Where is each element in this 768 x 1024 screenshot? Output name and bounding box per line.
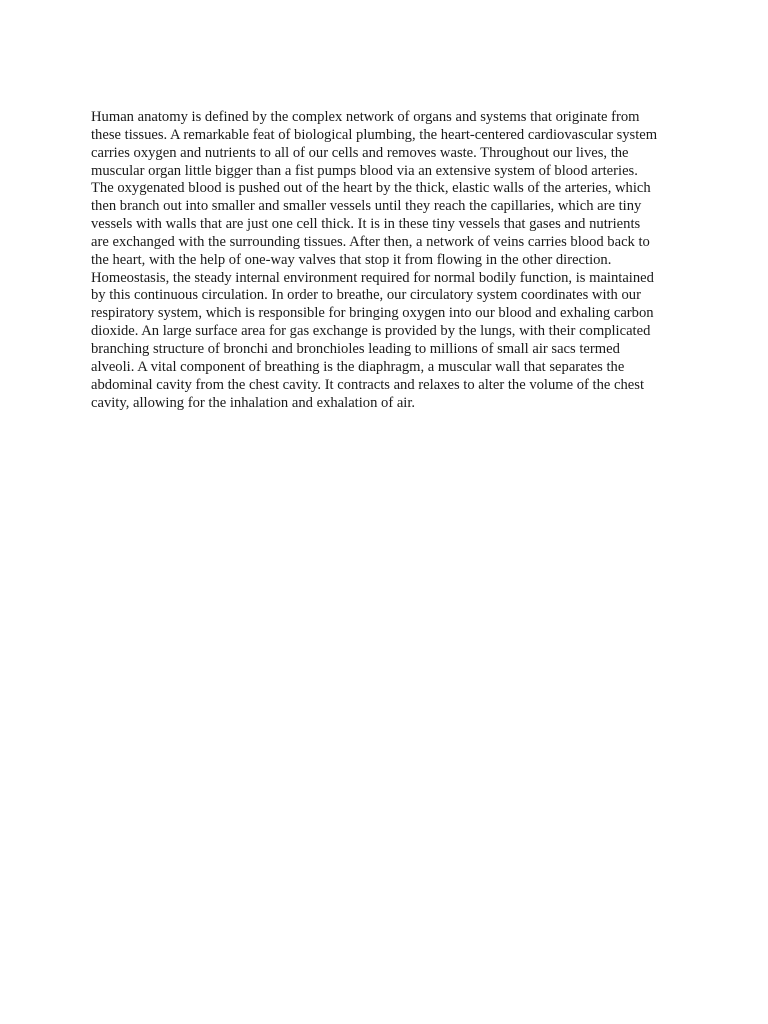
paragraph-line: muscular organ little bigger than a fist pumps blood via an extensive system of blood arteries. [91, 162, 638, 179]
paragraph-line: branching structure of bronchi and bronchioles leading to millions of small air sacs termed [91, 340, 620, 357]
paragraph-line: these tissues. A remarkable feat of biological plumbing, the heart-centered cardiovascular system [91, 126, 658, 143]
paragraph-line: Human anatomy is defined by the complex network of organs and systems that originate from [91, 109, 640, 125]
paragraph-line: by this continuous circulation. In order to breathe, our circulatory system coordinates with our [91, 287, 641, 304]
paragraph-line: dioxide. An large surface area for gas exchange is provided by the lungs, with their complicated [91, 323, 651, 340]
paragraph-line: cavity, allowing for the inhalation and exhalation of air. [91, 394, 416, 411]
paragraph-line: then branch out into smaller and smaller vessels until they reach the capillaries, which are tiny [91, 198, 642, 215]
paragraph-line: The oxygenated blood is pushed out of the heart by the thick, elastic walls of the arteries, which [91, 180, 651, 197]
paragraph-line: alveoli. A vital component of breathing is the diaphragm, a muscular wall that separates the [91, 358, 625, 375]
body-paragraph [91, 109, 687, 412]
paragraph-line: the heart, with the help of one-way valves that stop it from flowing in the other direction. [91, 251, 612, 268]
paragraph-line: vessels with walls that are just one cell thick. It is in these tiny vessels that gases and nutrients [91, 216, 641, 233]
paragraph-line: abdominal cavity from the chest cavity. It contracts and relaxes to alter the volume of the chest [91, 376, 645, 393]
paragraph-line: Homeostasis, the steady internal environment required for normal bodily function, is maintained [91, 269, 654, 286]
paragraph-line: respiratory system, which is responsible for bringing oxygen into our blood and exhaling carbon [91, 305, 654, 322]
paragraph-line: are exchanged with the surrounding tissues. After then, a network of veins carries blood back to [91, 233, 650, 250]
paragraph-line: carries oxygen and nutrients to all of our cells and removes waste. Throughout our lives, the [91, 144, 629, 161]
